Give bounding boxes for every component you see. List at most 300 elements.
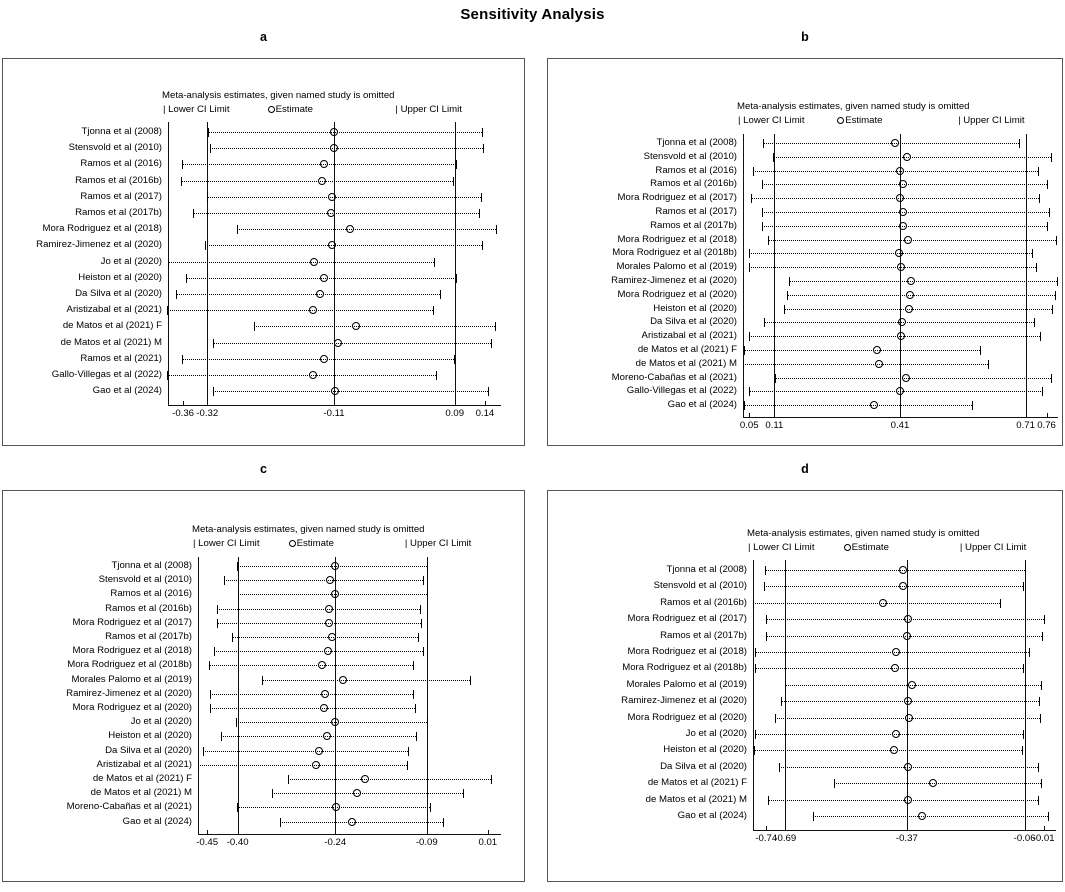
study-label: Mora Rodriguez et al (2018) — [72, 645, 192, 657]
confidence-interval-line — [221, 736, 416, 737]
lower-ci-cap — [755, 730, 756, 739]
lower-ci-cap — [210, 690, 211, 699]
legend-upper-label: Upper CI Limit — [410, 538, 472, 549]
estimate-marker — [908, 681, 916, 689]
legend-lower-label: Lower CI Limit — [198, 538, 260, 549]
study-label: Mora Rodriguez et al (2017) — [627, 613, 747, 625]
estimate-marker — [326, 576, 334, 584]
panel-letter-a: a — [260, 30, 267, 44]
upper-ci-cap — [407, 761, 408, 770]
upper-ci-cap — [1044, 615, 1045, 624]
lower-ci-cap — [775, 374, 776, 383]
study-label: Da Silva et al (2020) — [75, 288, 162, 299]
estimate-marker — [318, 177, 326, 185]
upper-ci-cap — [481, 193, 482, 202]
upper-ci-cap — [427, 590, 428, 599]
lower-ci-cap — [784, 305, 785, 314]
panel-c — [2, 462, 525, 888]
confidence-interval-line — [213, 391, 488, 392]
study-label: Moreno-Cabañas et al (2021) — [611, 371, 737, 383]
upper-ci-cap — [1039, 194, 1040, 203]
upper-ci-cap — [453, 177, 454, 186]
estimate-marker — [903, 632, 911, 640]
legend-lower-label: Lower CI Limit — [743, 115, 805, 126]
reference-line-c-1 — [335, 557, 336, 833]
x-tick-c-2 — [335, 830, 336, 834]
upper-ci-cap — [1048, 812, 1049, 821]
study-label: Da Silva et al (2020) — [660, 760, 747, 772]
x-tick-a-2 — [334, 401, 335, 405]
study-label: Ramos et al (2016) — [80, 158, 162, 170]
study-label: Ramos et al (2016b) — [105, 602, 192, 614]
upper-ci-cap — [488, 387, 489, 396]
study-label: Morales Palomo et al (2019) — [616, 261, 737, 273]
study-label: Mora Rodriguez et al (2018) — [627, 646, 747, 657]
confidence-interval-line — [193, 213, 479, 214]
study-label: de Matos et al (2021) F — [637, 344, 737, 355]
estimate-marker — [896, 387, 904, 395]
upper-ci-cap — [1041, 681, 1042, 690]
lower-ci-cap — [288, 775, 289, 784]
estimate-marker — [325, 619, 333, 627]
upper-ci-cap — [1023, 664, 1024, 673]
study-label: Heiston et al (2020) — [78, 271, 162, 283]
lower-ci-cap — [238, 590, 239, 599]
lower-ci-cap — [168, 258, 169, 267]
estimate-marker — [320, 355, 328, 363]
upper-ci-tick-icon: | — [958, 115, 961, 126]
estimate-circle-icon — [837, 117, 844, 124]
lower-ci-cap — [176, 290, 177, 299]
confidence-interval-line — [217, 623, 421, 624]
upper-ci-cap — [1047, 180, 1048, 189]
lower-ci-tick-icon: | — [193, 538, 196, 549]
confidence-interval-line — [749, 336, 1040, 337]
x-tick-d-4 — [1044, 826, 1045, 830]
confidence-interval-line — [214, 651, 422, 652]
x-tick-d-3 — [1025, 826, 1026, 830]
upper-ci-cap — [1034, 318, 1035, 327]
study-label: Stensvold et al (2010) — [653, 580, 747, 592]
estimate-marker — [334, 339, 342, 347]
upper-ci-cap — [1025, 566, 1026, 575]
upper-ci-cap — [416, 732, 417, 741]
study-label: Stensvold et al (2010) — [68, 142, 162, 154]
estimate-marker — [346, 225, 354, 233]
lower-ci-cap — [753, 167, 754, 176]
estimate-marker — [870, 401, 878, 409]
estimate-marker — [891, 139, 899, 147]
legend-upper-label: Upper CI Limit — [963, 115, 1025, 126]
confidence-interval-line — [208, 132, 482, 133]
estimate-marker — [902, 374, 910, 382]
lower-ci-cap — [214, 647, 215, 656]
x-tick-d-2 — [907, 826, 908, 830]
upper-ci-cap — [1052, 305, 1053, 314]
panel-letter-b: b — [801, 30, 809, 44]
study-label: Ramos et al (2017b) — [650, 219, 737, 231]
upper-ci-cap — [421, 619, 422, 628]
x-axis-line-c — [198, 834, 501, 835]
lower-ci-cap — [781, 697, 782, 706]
lower-ci-cap — [764, 318, 765, 327]
upper-ci-cap — [1019, 139, 1020, 148]
upper-ci-cap — [491, 339, 492, 348]
lower-ci-cap — [207, 193, 208, 202]
study-label: Moreno-Cabañas et al (2021) — [66, 801, 192, 813]
upper-ci-cap — [972, 401, 973, 410]
upper-ci-cap — [1056, 236, 1057, 245]
upper-ci-cap — [988, 360, 989, 369]
estimate-marker — [320, 704, 328, 712]
confidence-interval-line — [213, 343, 491, 344]
confidence-interval-line — [784, 309, 1052, 310]
estimate-marker — [309, 371, 317, 379]
lower-ci-cap — [209, 661, 210, 670]
study-label: Gallo-Villegas et al (2022) — [51, 369, 162, 380]
confidence-interval-line — [198, 765, 407, 766]
legend-estimate-label: Estimate — [275, 104, 313, 115]
legend-estimate-d — [844, 542, 889, 553]
x-tick-d-0 — [766, 826, 767, 830]
study-label: Ramos et al (2016b) — [650, 178, 737, 190]
lower-ci-cap — [764, 582, 765, 591]
confidence-interval-line — [753, 603, 1000, 604]
estimate-marker — [904, 763, 912, 771]
upper-ci-cap — [1029, 648, 1030, 657]
x-tick-label: -0.06 — [1013, 832, 1036, 844]
lower-ci-cap — [773, 153, 774, 162]
estimate-marker — [330, 128, 338, 136]
upper-ci-cap — [427, 562, 428, 571]
study-label: Ramos et al (2017b) — [75, 207, 162, 218]
study-label: Gao et al (2024) — [92, 385, 162, 397]
x-tick-label: 0.09 — [445, 407, 465, 419]
lower-ci-cap — [785, 681, 786, 690]
upper-ci-cap — [420, 605, 421, 614]
upper-ci-cap — [440, 290, 441, 299]
lower-ci-cap — [744, 401, 745, 410]
upper-ci-cap — [1042, 632, 1043, 641]
upper-ci-cap — [495, 322, 496, 331]
upper-ci-cap — [1022, 746, 1023, 755]
study-label: de Matos et al (2021) M — [90, 787, 192, 799]
upper-ci-cap — [413, 661, 414, 670]
legend-upper-b — [958, 115, 1024, 126]
upper-ci-cap — [423, 647, 424, 656]
confidence-interval-line — [834, 783, 1041, 784]
study-label: Heiston et al (2020) — [108, 730, 192, 742]
confidence-interval-line — [232, 637, 417, 638]
confidence-interval-line — [254, 326, 495, 327]
estimate-marker — [348, 818, 356, 826]
x-tick-label: -0.24 — [324, 836, 347, 848]
x-tick-label: 0.41 — [890, 419, 910, 431]
legend-upper-label: Upper CI Limit — [400, 104, 462, 115]
study-label: Mora Rodriguez et al (2018) — [617, 233, 737, 245]
lower-ci-cap — [766, 615, 767, 624]
lower-ci-cap — [237, 803, 238, 812]
x-tick-label: 0.05 — [739, 419, 759, 431]
study-label: Ramos et al (2016) — [655, 164, 737, 176]
confidence-interval-line — [765, 570, 1025, 571]
study-label: de Matos et al (2021) M — [635, 357, 737, 369]
upper-ci-cap — [463, 789, 464, 798]
study-label: Ramirez-Jimenez et al (2020) — [611, 275, 737, 286]
lower-ci-cap — [181, 177, 182, 186]
upper-ci-cap — [1055, 291, 1056, 300]
estimate-marker — [905, 305, 913, 313]
estimate-marker — [328, 193, 336, 201]
x-tick-label: -0.32 — [196, 407, 219, 419]
upper-ci-cap — [408, 747, 409, 756]
x-tick-label: -0.40 — [226, 836, 249, 848]
x-tick-label: 0.11 — [765, 419, 784, 431]
x-tick-label: 0.14 — [475, 407, 495, 419]
upper-ci-cap — [1040, 714, 1041, 723]
confidence-interval-line — [167, 375, 436, 376]
confidence-interval-line — [744, 350, 980, 351]
lower-ci-cap — [768, 236, 769, 245]
lower-ci-cap — [768, 796, 769, 805]
reference-line-d-2 — [1025, 560, 1026, 830]
confidence-interval-line — [754, 750, 1022, 751]
x-tick-label: -0.69 — [774, 832, 797, 844]
estimate-marker — [328, 633, 336, 641]
lower-ci-cap — [205, 241, 206, 250]
study-label: Mora Rodriguez et al (2017) — [617, 192, 737, 204]
upper-ci-cap — [430, 803, 431, 812]
estimate-marker — [899, 566, 907, 574]
study-label: Ramos et al (2017b) — [105, 631, 192, 642]
study-label: Morales Palomo et al (2019) — [71, 673, 192, 685]
study-label: Gallo-Villegas et al (2022) — [626, 385, 737, 397]
study-label: Aristizabal et al (2021) — [96, 758, 192, 770]
upper-ci-cap — [413, 690, 414, 699]
upper-ci-cap — [1038, 796, 1039, 805]
study-label: Mora Rodriguez et al (2018b) — [622, 662, 747, 674]
x-tick-a-4 — [485, 401, 486, 405]
panel-a — [2, 30, 525, 452]
x-tick-label: 0.01 — [478, 836, 498, 848]
lower-ci-cap — [237, 225, 238, 234]
confidence-interval-line — [207, 197, 481, 198]
lower-ci-cap — [834, 779, 835, 788]
legend-upper-d — [960, 542, 1026, 553]
x-axis-line-b — [743, 417, 1058, 418]
lower-ci-cap — [232, 633, 233, 642]
lower-ci-cap — [213, 387, 214, 396]
lower-ci-cap — [224, 576, 225, 585]
lower-ci-cap — [262, 676, 263, 685]
upper-ci-cap — [491, 775, 492, 784]
upper-ci-cap — [1041, 779, 1042, 788]
x-tick-label: -0.74 — [755, 832, 778, 844]
x-tick-label: -0.09 — [415, 836, 438, 848]
x-tick-c-4 — [488, 830, 489, 834]
estimate-marker — [315, 747, 323, 755]
lower-ci-cap — [193, 209, 194, 218]
figure-title: Sensitivity Analysis — [460, 6, 605, 23]
confidence-interval-line — [749, 267, 1036, 268]
lower-ci-cap — [751, 194, 752, 203]
confidence-interval-line — [168, 262, 434, 263]
confidence-interval-line — [210, 694, 414, 695]
legend-upper-label: Upper CI Limit — [965, 542, 1027, 553]
upper-ci-cap — [1051, 374, 1052, 383]
lower-ci-cap — [186, 274, 187, 283]
confidence-interval-line — [176, 294, 440, 295]
x-tick-label: -0.37 — [895, 832, 918, 844]
confidence-interval-line — [237, 229, 497, 230]
upper-ci-cap — [1000, 599, 1001, 608]
confidence-interval-line — [749, 253, 1032, 254]
study-label: Mora Rodriguez et al (2018b) — [67, 659, 192, 671]
upper-ci-cap — [1051, 153, 1052, 162]
confidence-interval-line — [773, 157, 1051, 158]
study-label: Ramos et al (2021) — [80, 352, 162, 364]
confidence-interval-line — [744, 405, 971, 406]
lower-ci-cap — [766, 632, 767, 641]
study-label: de Matos et al (2021) F — [92, 773, 192, 784]
lower-ci-cap — [749, 332, 750, 341]
reference-line-d-0 — [785, 560, 786, 830]
upper-ci-cap — [980, 346, 981, 355]
study-label: Da Silva et al (2020) — [650, 316, 737, 328]
lower-ci-cap — [775, 714, 776, 723]
legend-estimate-label: Estimate — [296, 538, 334, 549]
lower-ci-cap — [210, 144, 211, 153]
legend-lower-label: Lower CI Limit — [168, 104, 230, 115]
study-label: Stensvold et al (2010) — [98, 574, 192, 586]
upper-ci-tick-icon: | — [395, 104, 398, 115]
upper-ci-cap — [1036, 263, 1037, 272]
x-tick-label: -0.36 — [172, 407, 195, 419]
upper-ci-cap — [496, 225, 497, 234]
x-tick-c-1 — [238, 830, 239, 834]
lower-ci-cap — [765, 566, 766, 575]
study-label: Jo et al (2020) — [130, 716, 192, 728]
lower-ci-cap — [203, 747, 204, 756]
lower-ci-cap — [272, 789, 273, 798]
upper-ci-cap — [456, 274, 457, 283]
study-label: Mora Rodriguez et al (2018b) — [612, 247, 737, 259]
study-label: Ramos et al (2016b) — [75, 174, 162, 186]
confidence-interval-line — [182, 359, 453, 360]
estimate-marker — [310, 258, 318, 266]
legend-title-a: Meta-analysis estimates, given named study is omitted — [162, 90, 395, 101]
confidence-interval-line — [167, 310, 433, 311]
lower-ci-cap — [749, 387, 750, 396]
study-label: Jo et al (2020) — [685, 728, 747, 739]
x-tick-b-2 — [900, 413, 901, 417]
legend-upper-c — [405, 538, 471, 549]
study-label: Aristizabal et al (2021) — [641, 330, 737, 342]
lower-ci-cap — [280, 818, 281, 827]
study-label: Ramos et al (2016) — [110, 588, 192, 600]
upper-ci-cap — [1038, 763, 1039, 772]
estimate-marker — [320, 274, 328, 282]
legend-estimate-a — [268, 104, 313, 115]
lower-ci-cap — [749, 263, 750, 272]
lower-ci-cap — [754, 746, 755, 755]
confidence-interval-line — [205, 245, 481, 246]
estimate-marker — [904, 796, 912, 804]
confidence-interval-line — [288, 779, 491, 780]
lower-ci-cap — [213, 339, 214, 348]
lower-ci-cap — [237, 562, 238, 571]
legend-title-d: Meta-analysis estimates, given named study is omitted — [747, 528, 980, 539]
estimate-marker — [361, 775, 369, 783]
upper-ci-cap — [1032, 249, 1033, 258]
lower-ci-tick-icon: | — [738, 115, 741, 126]
study-label: Tjonna et al (2008) — [111, 560, 192, 571]
confidence-interval-line — [203, 751, 409, 752]
lower-ci-cap — [182, 160, 183, 169]
study-label: Mora Rodriguez et al (2020) — [72, 702, 192, 713]
upper-ci-cap — [479, 209, 480, 218]
lower-ci-cap — [208, 128, 209, 137]
lower-ci-cap — [198, 761, 199, 770]
x-axis-line-d — [753, 830, 1056, 831]
study-label: Jo et al (2020) — [100, 255, 162, 267]
x-tick-a-3 — [455, 401, 456, 405]
upper-ci-cap — [1038, 167, 1039, 176]
study-label: Mora Rodriguez et al (2020) — [627, 711, 747, 723]
legend-lower-d — [748, 542, 814, 553]
x-tick-label: 0.71 — [1016, 419, 1035, 431]
confidence-interval-line — [210, 148, 483, 149]
estimate-marker — [897, 263, 905, 271]
confidence-interval-line — [751, 198, 1039, 199]
estimate-marker — [892, 730, 900, 738]
lower-ci-cap — [217, 605, 218, 614]
lower-ci-cap — [762, 180, 763, 189]
estimate-marker — [905, 714, 913, 722]
study-label: Tjonna et al (2008) — [656, 137, 737, 148]
lower-ci-cap — [744, 346, 745, 355]
upper-ci-tick-icon: | — [959, 542, 963, 553]
panel-letter-d: d — [801, 462, 809, 476]
lower-ci-cap — [182, 355, 183, 364]
study-label: Mora Rodriguez et al (2018) — [42, 223, 162, 235]
estimate-marker — [875, 360, 883, 368]
upper-ci-cap — [483, 144, 484, 153]
estimate-circle-icon — [268, 106, 275, 113]
study-label: de Matos et al (2021) F — [62, 320, 162, 332]
study-label: de Matos et al (2021) M — [60, 336, 162, 348]
upper-ci-cap — [482, 241, 483, 250]
x-tick-b-1 — [774, 413, 775, 417]
lower-ci-cap — [755, 648, 756, 657]
estimate-marker — [904, 236, 912, 244]
estimate-marker — [896, 167, 904, 175]
study-label: Ramos et al (2017b) — [660, 629, 747, 641]
study-label: Ramirez-Jimenez et al (2020) — [621, 695, 747, 707]
upper-ci-cap — [433, 306, 434, 315]
confidence-interval-line — [787, 295, 1055, 296]
lower-ci-cap — [743, 360, 744, 369]
lower-ci-cap — [755, 664, 756, 673]
lower-ci-cap — [779, 763, 780, 772]
upper-ci-cap — [1040, 332, 1041, 341]
x-tick-label: -0.45 — [196, 836, 219, 848]
x-axis-line-a — [168, 405, 501, 406]
confidence-interval-line — [217, 609, 420, 610]
x-tick-a-0 — [183, 401, 184, 405]
lower-ci-cap — [749, 249, 750, 258]
upper-ci-cap — [454, 355, 455, 364]
